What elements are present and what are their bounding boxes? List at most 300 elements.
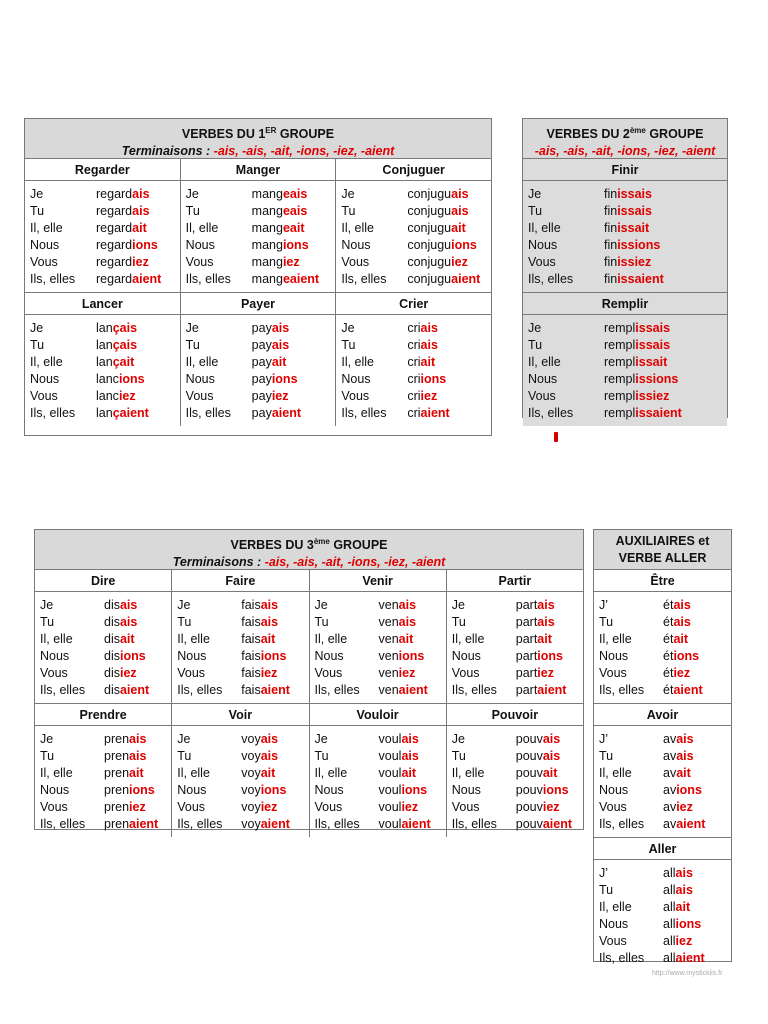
- conjugation-line: [341, 405, 487, 422]
- aux-title-line2: VERBE ALLER: [618, 551, 707, 565]
- pronoun: Tu: [177, 615, 192, 629]
- verb-form: [104, 765, 167, 782]
- conjugation-line: [599, 631, 727, 648]
- verb-stem: fin: [604, 255, 618, 269]
- pronoun: Il, elle: [341, 221, 374, 235]
- verb-name: Regarder: [25, 159, 180, 181]
- verb-cell: [336, 159, 491, 292]
- pronoun: Nous: [30, 372, 60, 386]
- verb-stem: pay: [251, 321, 272, 335]
- verb-stem: fais: [241, 632, 261, 646]
- group3-table: [34, 529, 584, 830]
- pronoun: Nous: [177, 649, 207, 663]
- conjugation-line: [452, 597, 579, 614]
- verb-form: [104, 782, 167, 799]
- conjugation-list: [310, 726, 446, 837]
- conjugation-line: [186, 371, 332, 388]
- verb-ending: ais: [119, 615, 138, 629]
- conjugation-line: [40, 816, 167, 833]
- verb-form: [407, 388, 487, 405]
- verb-ending: ait: [675, 900, 691, 914]
- verb-ending: ions: [132, 238, 158, 252]
- verb-form: [104, 631, 167, 648]
- verb-form: [252, 271, 332, 288]
- verb-stem: lan: [96, 338, 113, 352]
- conjugation-line: [599, 916, 727, 933]
- pronoun: Nous: [599, 917, 629, 931]
- verb-form: [241, 648, 304, 665]
- verb-stem: part: [515, 649, 538, 663]
- verb-ending: issaient: [617, 272, 664, 286]
- verb-ending: iez: [420, 389, 438, 403]
- pronoun: Tu: [177, 749, 192, 763]
- verb-name: Crier: [336, 293, 491, 315]
- verb-stem: conjugu: [407, 187, 452, 201]
- verb-stem: ven: [378, 666, 399, 680]
- pronoun: Tu: [599, 883, 614, 897]
- conjugation-line: [599, 950, 727, 967]
- verb-ending: ait: [271, 355, 287, 369]
- conjugation-list: [35, 726, 171, 837]
- conjugation-line: [30, 186, 176, 203]
- verb-ending: ais: [260, 732, 279, 746]
- verb-ending: iez: [271, 389, 289, 403]
- verb-form: [241, 748, 304, 765]
- verb-stem: rempl: [604, 372, 636, 386]
- verb-form: [252, 371, 332, 388]
- conjugation-line: [341, 186, 487, 203]
- verb-stem: av: [663, 800, 677, 814]
- verb-ending: iez: [675, 934, 693, 948]
- conjugation-line: [40, 597, 167, 614]
- conjugation-line: [177, 665, 304, 682]
- conjugation-line: [341, 354, 487, 371]
- verb-ending: aient: [673, 683, 703, 697]
- pronoun: Vous: [30, 255, 58, 269]
- pronoun: Il, elle: [30, 221, 63, 235]
- verb-ending: ait: [537, 632, 552, 646]
- verb-ending: iez: [542, 800, 560, 814]
- conjugation-line: [30, 354, 176, 371]
- verb-stem: ét: [663, 666, 674, 680]
- verb-row: [594, 838, 731, 971]
- verb-form: [407, 354, 487, 371]
- pronoun: Nous: [341, 238, 371, 252]
- verb-name: Finir: [523, 159, 727, 181]
- conjugation-line: [341, 388, 487, 405]
- conjugation-line: [40, 765, 167, 782]
- verb-ending: ait: [542, 766, 558, 780]
- verb-ending: aient: [676, 817, 706, 831]
- verb-ending: issiez: [617, 255, 652, 269]
- conjugation-line: [30, 254, 176, 271]
- verb-form: [516, 631, 579, 648]
- verb-stem: fais: [241, 683, 261, 697]
- verb-form: [252, 254, 332, 271]
- verb-form: [252, 237, 332, 254]
- verb-form: [379, 765, 442, 782]
- verb-stem: fais: [241, 615, 261, 629]
- pronoun: Nous: [177, 783, 207, 797]
- verb-cell: [310, 570, 447, 703]
- verb-cell: [447, 570, 583, 703]
- verb-stem: av: [663, 732, 677, 746]
- pronoun: Je: [40, 732, 54, 746]
- verb-cell: [35, 570, 172, 703]
- conjugation-line: [177, 748, 304, 765]
- pronoun: Il, elle: [185, 221, 219, 235]
- verb-form: [252, 220, 332, 237]
- verb-form: [604, 337, 723, 354]
- pronoun: Nous: [341, 372, 371, 386]
- conjugation-line: [315, 614, 442, 631]
- conjugation-list: [310, 592, 446, 703]
- verb-stem: pren: [104, 817, 130, 831]
- verb-ending: ais: [132, 187, 150, 201]
- verb-stem: voy: [241, 749, 261, 763]
- verb-form: [96, 254, 176, 271]
- verb-cell: [594, 838, 731, 971]
- conjugation-line: [528, 220, 723, 237]
- verb-ending: ions: [537, 649, 563, 663]
- verb-ending: ions: [118, 372, 145, 386]
- verb-form: [663, 799, 727, 816]
- conjugation-line: [599, 731, 727, 748]
- pronoun: Tu: [341, 204, 356, 218]
- verb-ending: ait: [676, 766, 691, 780]
- verb-form: [104, 682, 167, 699]
- conjugation-line: [30, 405, 176, 422]
- verb-ending: aient: [398, 683, 428, 697]
- pronoun: Il, elle: [177, 632, 210, 646]
- verb-ending: ait: [398, 632, 414, 646]
- conjugation-line: [599, 782, 727, 799]
- conjugation-line: [452, 614, 579, 631]
- verb-ending: ais: [675, 866, 693, 880]
- aux-title-line1: AUXILIAIRES et: [615, 534, 710, 548]
- verb-stem: rempl: [604, 338, 636, 352]
- pronoun: Tu: [30, 338, 45, 352]
- conjugation-line: [186, 237, 332, 254]
- conjugation-list: [523, 181, 727, 292]
- pronoun: Je: [528, 187, 542, 201]
- verb-ending: ait: [451, 221, 466, 235]
- verb-stem: ét: [663, 598, 674, 612]
- verb-form: [241, 665, 304, 682]
- conjugation-line: [452, 731, 579, 748]
- verb-ending: aient: [420, 406, 450, 420]
- verb-stem: av: [663, 783, 677, 797]
- pronoun: Nous: [528, 372, 558, 386]
- conjugation-list: [594, 860, 731, 971]
- verb-ending: çaient: [112, 406, 149, 420]
- pronoun: Nous: [599, 783, 629, 797]
- conjugation-list: [594, 726, 731, 837]
- pronoun: Vous: [40, 800, 68, 814]
- group2-header: [523, 119, 727, 159]
- watermark: http://www.mystickiis.fr: [652, 970, 723, 977]
- group3-terminaisons: Terminaisons : -ais, -ais, -ait, -ions, -iez, -aient: [172, 555, 446, 570]
- pronoun: Ils, elles: [341, 272, 387, 286]
- verb-form: [96, 405, 176, 422]
- conjugation-list: [447, 726, 583, 837]
- verb-ending: iez: [119, 666, 137, 680]
- verb-ending: ais: [401, 749, 419, 763]
- conjugation-line: [315, 665, 442, 682]
- verb-stem: voul: [378, 749, 402, 763]
- conjugation-line: [599, 816, 727, 833]
- verb-form: [241, 597, 304, 614]
- conjugation-line: [315, 782, 442, 799]
- verb-stem: voy: [241, 783, 261, 797]
- verb-form: [516, 614, 579, 631]
- verb-cell: [35, 704, 172, 837]
- pronoun: Je: [185, 187, 199, 201]
- verb-ending: iez: [260, 800, 278, 814]
- verb-name: Manger: [181, 159, 336, 181]
- conjugation-line: [177, 782, 304, 799]
- verb-stem: pay: [251, 406, 272, 420]
- conjugation-line: [40, 648, 167, 665]
- conjugation-line: [40, 665, 167, 682]
- verb-stem: voy: [241, 732, 261, 746]
- verb-stem: part: [515, 666, 538, 680]
- verb-form: [516, 665, 579, 682]
- verb-form: [379, 682, 442, 699]
- conjugation-line: [599, 614, 727, 631]
- verb-ending: ions: [401, 783, 428, 797]
- pronoun: Il, elle: [314, 766, 348, 780]
- conjugation-line: [186, 254, 332, 271]
- verb-name: Dire: [35, 570, 171, 592]
- pronoun: Ils, elles: [599, 683, 645, 697]
- verb-form: [516, 765, 579, 782]
- verb-ending: iez: [537, 666, 554, 680]
- verb-form: [604, 405, 723, 422]
- verb-form: [96, 320, 176, 337]
- conjugation-line: [452, 648, 579, 665]
- verb-ending: iez: [118, 389, 136, 403]
- pronoun: Ils, elles: [30, 272, 76, 286]
- verb-ending: issiez: [635, 389, 670, 403]
- verb-row: [35, 704, 583, 837]
- conjugation-line: [599, 748, 727, 765]
- conjugation-line: [177, 614, 304, 631]
- conjugation-line: [177, 597, 304, 614]
- verb-stem: lan: [96, 321, 113, 335]
- conjugation-line: [528, 354, 723, 371]
- conjugation-line: [528, 203, 723, 220]
- conjugation-line: [315, 597, 442, 614]
- verb-form: [96, 271, 176, 288]
- verb-stem: pay: [251, 389, 272, 403]
- verb-form: [379, 665, 442, 682]
- verb-ending: issions: [617, 238, 661, 252]
- pronoun: Il, elle: [599, 766, 632, 780]
- conjugation-line: [40, 682, 167, 699]
- conjugation-line: [528, 405, 723, 422]
- verb-stem: pay: [251, 355, 272, 369]
- verb-form: [241, 682, 304, 699]
- verb-stem: cri: [407, 389, 421, 403]
- conjugation-line: [599, 882, 727, 899]
- conjugation-line: [315, 648, 442, 665]
- verb-form: [241, 731, 304, 748]
- verb-stem: dis: [104, 666, 120, 680]
- verb-ending: aient: [271, 406, 302, 420]
- verb-form: [241, 614, 304, 631]
- conjugation-line: [186, 220, 332, 237]
- pronoun: Vous: [314, 800, 343, 814]
- group1-header: [25, 119, 491, 159]
- conjugation-line: [599, 865, 727, 882]
- verb-form: [604, 203, 723, 220]
- pronoun: Il, elle: [599, 632, 632, 646]
- conjugation-line: [30, 337, 176, 354]
- verb-stem: all: [663, 934, 676, 948]
- verb-form: [663, 748, 727, 765]
- verb-form: [241, 799, 304, 816]
- verb-form: [516, 782, 579, 799]
- conjugation-line: [452, 816, 579, 833]
- verb-ending: issais: [617, 187, 652, 201]
- pronoun: Nous: [30, 238, 60, 252]
- group1-rows: [25, 159, 491, 426]
- verb-form: [252, 203, 332, 220]
- pronoun: Tu: [30, 204, 45, 218]
- pronoun: Vous: [314, 666, 343, 680]
- verb-form: [663, 731, 727, 748]
- conjugation-line: [341, 371, 487, 388]
- verb-ending: ais: [398, 615, 417, 629]
- pronoun: Il, elle: [40, 632, 73, 646]
- conjugation-line: [528, 337, 723, 354]
- conjugation-line: [186, 337, 332, 354]
- verb-name: Remplir: [523, 293, 727, 315]
- verb-ending: aient: [537, 683, 567, 697]
- verb-ending: ions: [542, 783, 569, 797]
- verb-ending: ais: [542, 732, 561, 746]
- verb-form: [252, 388, 332, 405]
- verb-ending: ions: [129, 783, 155, 797]
- verb-ending: iez: [132, 255, 149, 269]
- conjugation-list: [336, 315, 491, 426]
- conjugation-line: [186, 320, 332, 337]
- conjugation-line: [40, 748, 167, 765]
- pronoun: Vous: [528, 255, 556, 269]
- verb-stem: rempl: [604, 406, 636, 420]
- pronoun: Nous: [185, 238, 215, 252]
- verb-form: [104, 665, 167, 682]
- verb-stem: fin: [604, 238, 618, 252]
- verb-ending: ions: [398, 649, 425, 663]
- pronoun: Nous: [528, 238, 558, 252]
- verb-ending: ait: [119, 632, 135, 646]
- verb-stem: pren: [104, 749, 130, 763]
- verb-form: [407, 371, 487, 388]
- conjugation-line: [341, 320, 487, 337]
- conjugation-list: [172, 726, 308, 837]
- verb-stem: cri: [407, 338, 421, 352]
- pronoun: Je: [314, 598, 328, 612]
- conjugation-line: [599, 665, 727, 682]
- conjugation-line: [30, 271, 176, 288]
- verb-stem: all: [663, 900, 676, 914]
- verb-stem: av: [663, 766, 677, 780]
- verb-ending: aient: [260, 817, 290, 831]
- group3-rows: [35, 570, 583, 837]
- pronoun: Nous: [314, 649, 344, 663]
- verb-stem: all: [663, 951, 676, 965]
- verb-ending: ais: [420, 321, 438, 335]
- pronoun: Il, elle: [177, 766, 210, 780]
- verb-stem: av: [663, 749, 677, 763]
- pronoun: Il, elle: [451, 632, 485, 646]
- pronoun: Tu: [314, 749, 329, 763]
- verb-ending: issais: [617, 204, 652, 218]
- verb-stem: ven: [378, 683, 399, 697]
- verb-form: [407, 186, 487, 203]
- verb-form: [663, 648, 727, 665]
- conjugation-list: [172, 592, 308, 703]
- verb-row: [523, 293, 727, 426]
- conjugation-line: [186, 405, 332, 422]
- conjugation-list: [181, 181, 336, 292]
- verb-stem: regard: [96, 204, 133, 218]
- conjugation-line: [315, 799, 442, 816]
- pronoun: Tu: [185, 338, 200, 352]
- verb-form: [104, 799, 167, 816]
- pronoun: Ils, elles: [599, 951, 645, 965]
- verb-stem: pren: [104, 783, 130, 797]
- verb-form: [104, 597, 167, 614]
- verb-stem: dis: [104, 615, 120, 629]
- verb-stem: part: [515, 615, 538, 629]
- verb-stem: regard: [96, 255, 133, 269]
- conjugation-line: [186, 203, 332, 220]
- verb-name: Pouvoir: [447, 704, 583, 726]
- verb-form: [96, 354, 176, 371]
- verb-stem: fin: [604, 204, 618, 218]
- pronoun: Je: [30, 187, 44, 201]
- verb-stem: fin: [604, 272, 618, 286]
- verb-cell: [523, 293, 727, 426]
- pronoun: Tu: [599, 615, 614, 629]
- verb-ending: ions: [260, 649, 287, 663]
- verb-ending: ions: [119, 649, 146, 663]
- pronoun: Nous: [451, 783, 481, 797]
- pronoun: Tu: [40, 749, 55, 763]
- verb-ending: ais: [401, 732, 419, 746]
- pronoun: Il, elle: [599, 900, 632, 914]
- conjugation-line: [528, 320, 723, 337]
- verb-form: [663, 882, 727, 899]
- conjugation-line: [341, 337, 487, 354]
- verb-form: [379, 816, 442, 833]
- verb-ending: ais: [676, 749, 694, 763]
- red-mark: [554, 432, 558, 442]
- verb-form: [663, 631, 727, 648]
- verb-form: [663, 614, 727, 631]
- pronoun: Ils, elles: [599, 817, 645, 831]
- conjugation-line: [315, 682, 442, 699]
- verb-cell: [181, 293, 337, 426]
- pronoun: Vous: [599, 800, 627, 814]
- verb-ending: ions: [675, 917, 702, 931]
- verb-stem: ét: [663, 615, 674, 629]
- pronoun: Tu: [528, 338, 543, 352]
- verb-form: [104, 648, 167, 665]
